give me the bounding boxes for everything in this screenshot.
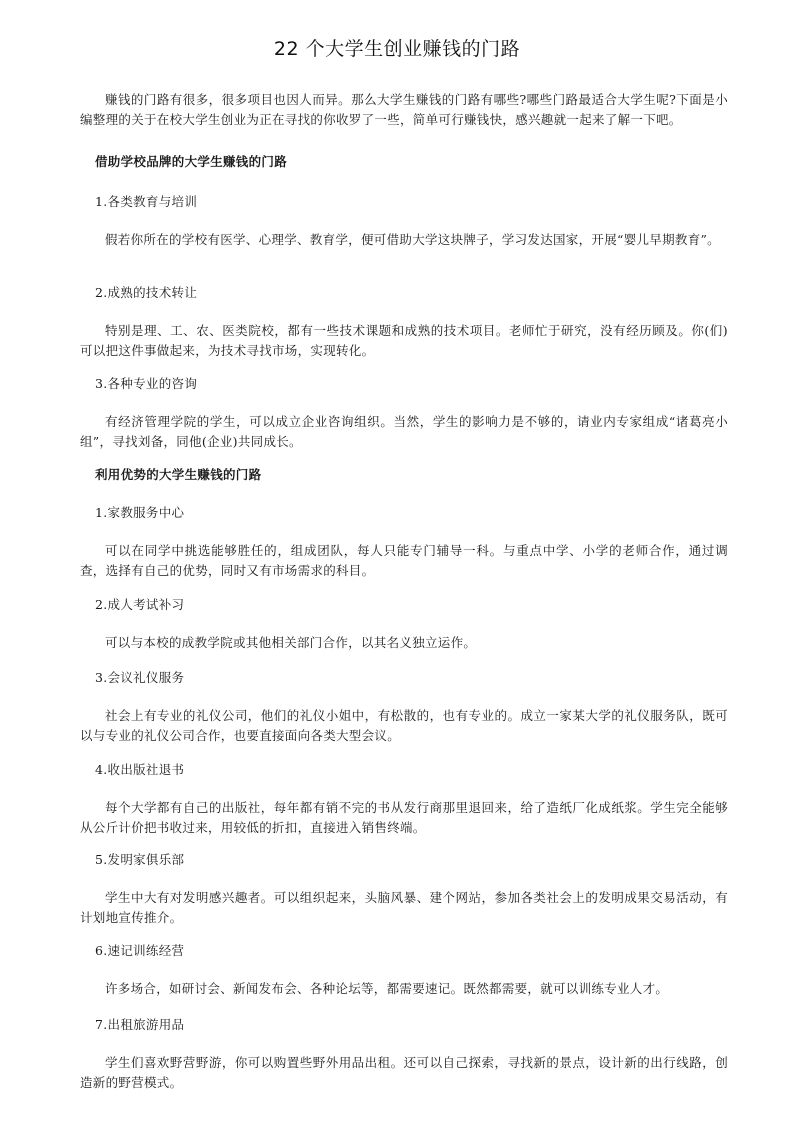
item-title: 2.成人考试补习 <box>95 597 185 612</box>
item-body: 社会上有专业的礼仪公司，他们的礼仪小姐中，有松散的，也有专业的。成立一家某大学的礼仪服务队，既可以与专业的礼仪公司合作，也要直接面向各类大型会议。 <box>80 708 728 743</box>
intro-paragraph: 赚钱的门路有很多，很多项目也因人而异。那么大学生赚钱的门路有哪些?哪些门路最适合大学生呢?下面是小编整理的关于在校大学生创业为正在寻找的你收罗了一些，简单可行赚钱快，感兴趣就一起来了解一下吧。 <box>80 92 728 127</box>
item-body: 可以在同学中挑选能够胜任的，组成团队，每人只能专门辅导一科。与重点中学、小学的老师合作，通过调查，选择有自己的优势，同时又有市场需求的科目。 <box>80 543 728 578</box>
item-body: 学生中大有对发明感兴趣者。可以组织起来，头脑风暴、建个网站，参加各类社会上的发明成果交易活动，有计划地宣传推介。 <box>80 890 728 925</box>
item-body: 学生们喜欢野营野游，你可以购置些野外用品出租。还可以自己探索，寻找新的景点，设计新的出行线路，创造新的野营模式。 <box>80 1055 728 1090</box>
document-title: 22 个大学生创业赚钱的门路 <box>273 38 521 60</box>
item-title: 6.速记训练经营 <box>95 943 185 958</box>
item-body: 假若你所在的学校有医学、心理学、教育学，便可借助大学这块牌子，学习发达国家，开展“婴儿早期教育”。 <box>105 232 720 247</box>
item-title: 1.各类教育与培训 <box>95 194 198 209</box>
item-title: 3.各种专业的咨询 <box>95 376 198 391</box>
item-title: 2.成熟的技术转让 <box>95 285 198 300</box>
item-body: 每个大学都有自己的出版社，每年都有销不完的书从发行商那里退回来，给了造纸厂化成纸浆。学生完全能够从公斤计价把书收过来，用较低的折扣，直接进入销售终端。 <box>80 800 728 835</box>
item-title: 5.发明家俱乐部 <box>95 852 185 867</box>
item-body: 特别是理、工、农、医类院校，都有一些技术课题和成熟的技术项目。老师忙于研究，没有经历顾及。你(们)可以把这件事做起来，为技术寻找市场，实现转化。 <box>80 323 728 358</box>
item-title: 7.出租旅游用品 <box>95 1017 185 1032</box>
item-title: 3.会议礼仪服务 <box>95 670 185 685</box>
section-heading: 借助学校品牌的大学生赚钱的门路 <box>95 154 288 169</box>
item-body: 可以与本校的成教学院或其他相关部门合作，以其名义独立运作。 <box>105 635 477 650</box>
item-title: 1.家教服务中心 <box>95 505 185 520</box>
item-body: 有经济管理学院的学生，可以成立企业咨询组织。当然，学生的影响力是不够的，请业内专家组成“诸葛亮小组”，寻找刘备，同他(企业)共同成长。 <box>80 414 728 449</box>
section-heading: 利用优势的大学生赚钱的门路 <box>95 467 262 482</box>
item-body: 许多场合，如研讨会、新闻发布会、各种论坛等，都需要速记。既然都需要，就可以训练专业人才。 <box>105 981 669 996</box>
item-title: 4.收出版社退书 <box>95 762 185 777</box>
